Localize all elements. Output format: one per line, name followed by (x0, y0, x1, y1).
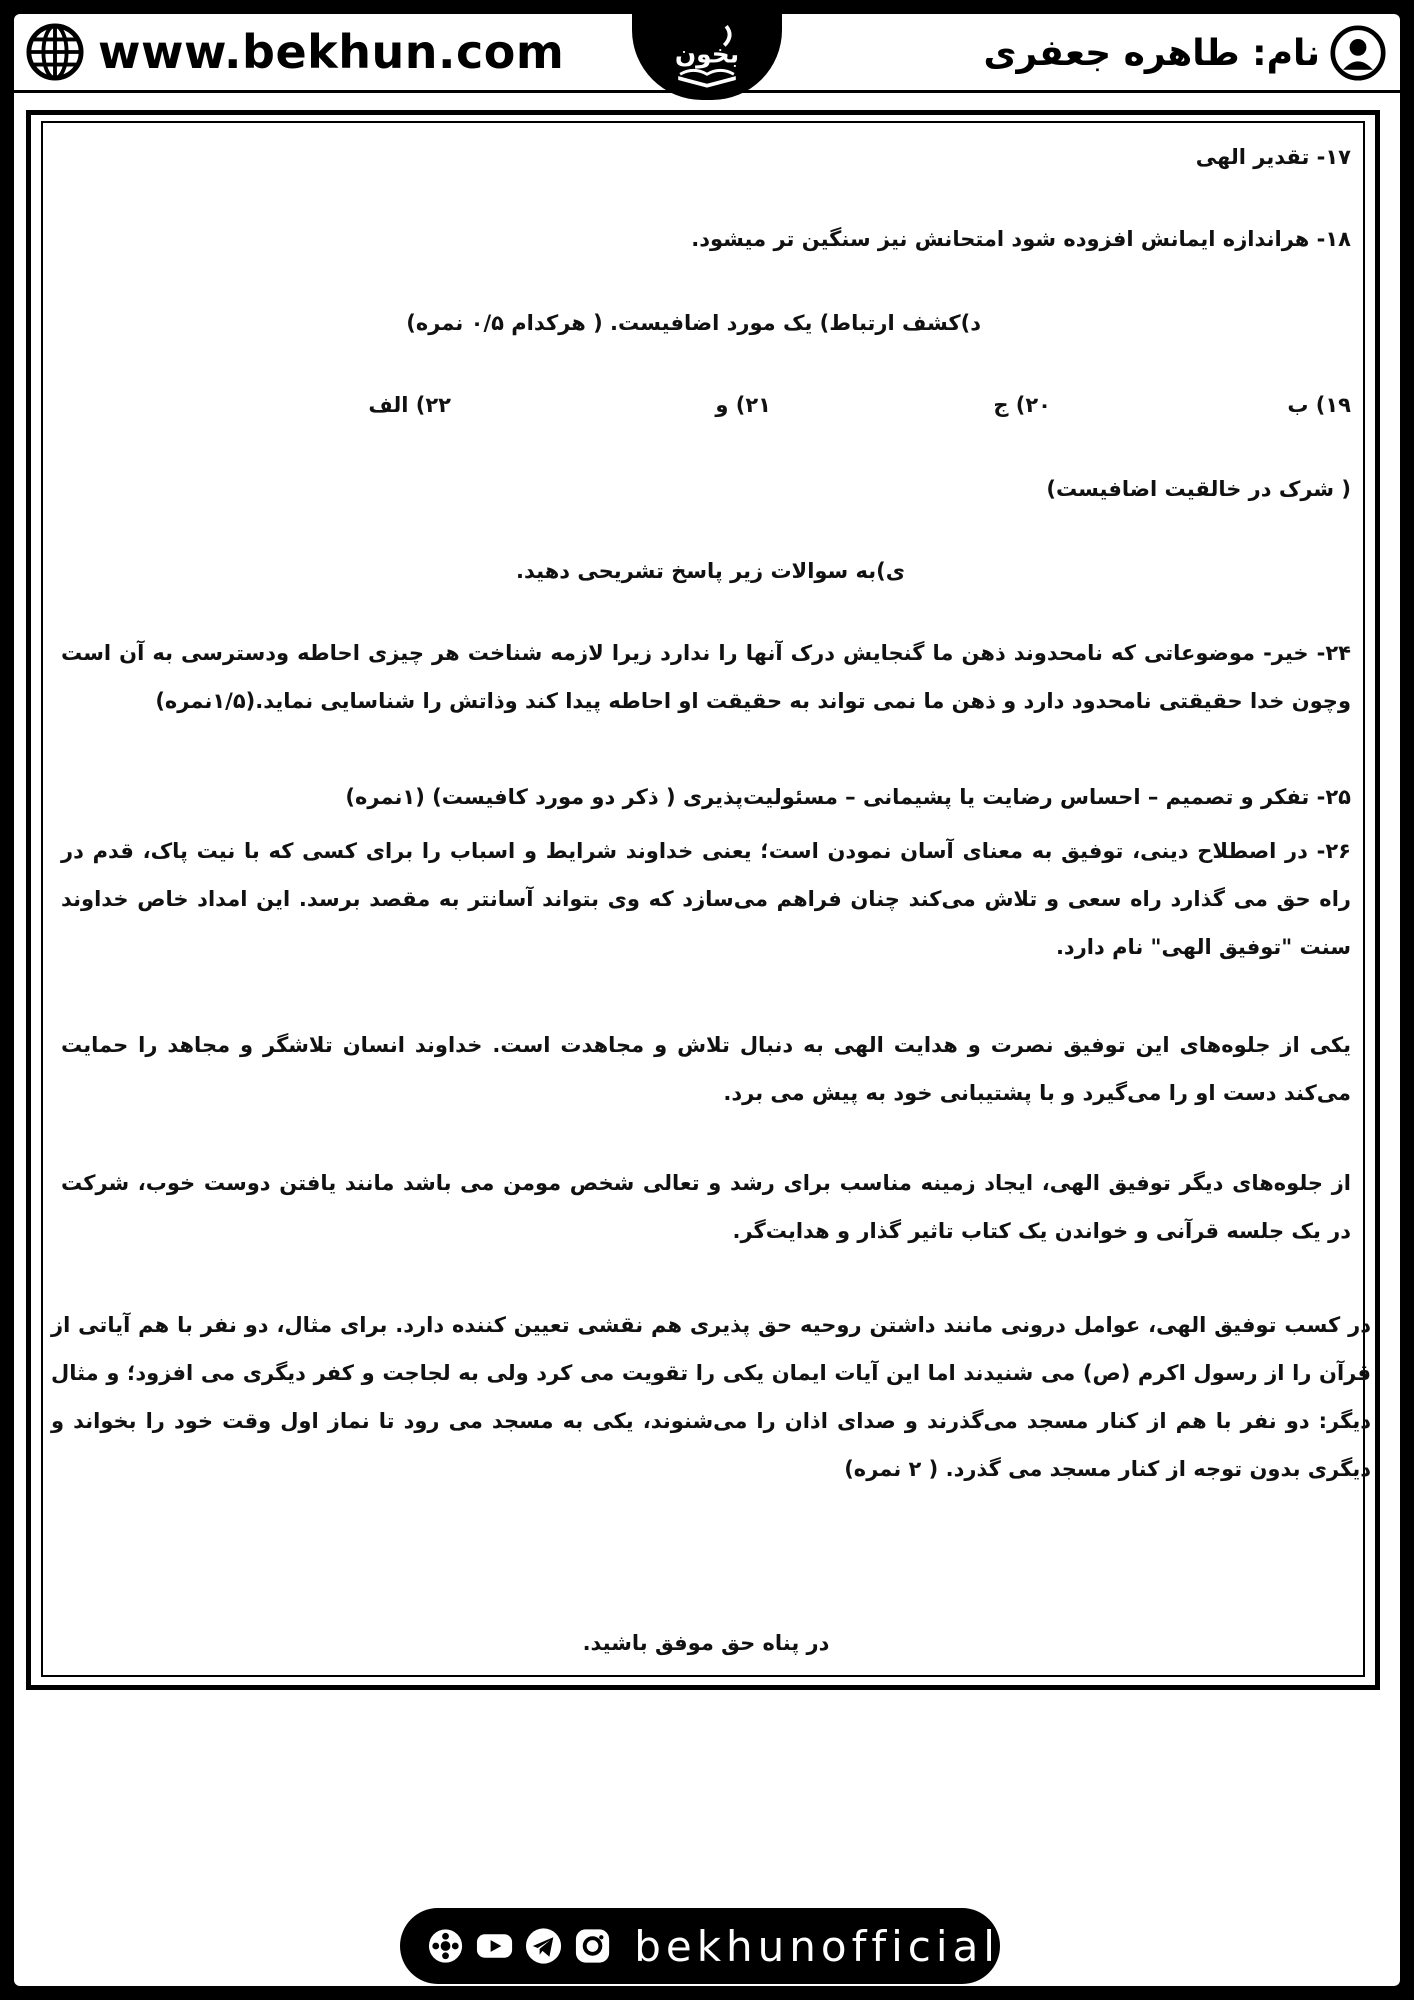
youtube-icon[interactable] (475, 1926, 514, 1966)
header-bar (14, 14, 1400, 93)
answer-21: ۲۱) و (715, 393, 771, 417)
instagram-icon[interactable] (573, 1926, 612, 1966)
globe-icon (26, 23, 84, 81)
answer-25: ۲۵- تفکر و تصمیم – احساس رضایت یا پشیمانی – مسئولیت‌پذیری ( ذکر دو مورد کافیست) (۱نمره) (345, 785, 1351, 809)
logo-badge (632, 10, 782, 100)
answer-24: ۲۴- خیر- موضوعاتی که نامحدوند ذهن ما گنجایش درک آنها را ندارد زیرا لازمه شناخت هر چیزی احاطه ودسترسی به آن است وچون خدا حقیقتی نامحدود دارد و ذهن ما نمی تواند به حقیقت او احاطه پیدا کند وذاتش را شناسایی نماید.(۱/۵نمره) (61, 641, 1351, 713)
answer-19: ۱۹) ب (1287, 393, 1351, 417)
bekhun-logo-icon (659, 16, 755, 94)
user-icon (1330, 25, 1386, 81)
student-name (984, 26, 1386, 80)
camera-reel-icon[interactable] (426, 1926, 465, 1966)
social-handle[interactable]: bekhunofficial (634, 1921, 1000, 1971)
telegram-icon[interactable] (524, 1926, 563, 1966)
answer-20: ۲۰) ج (993, 393, 1051, 417)
paragraph-nusrat: یکی از جلوه‌های این توفیق نصرت و هدایت الهی به دنبال تلاش و مجاهدت است. خداوند انسان تلاشگر و مجاهد را حمایت می‌کند دست او را می‌گیرد و با پشتیبانی خود به پیش می برد. (61, 1033, 1351, 1105)
page-sheet (14, 14, 1400, 1986)
student-name-label: نام: طاهره جعفری (983, 32, 1320, 74)
section-y-heading: ی)به سوالات زیر پاسخ تشریحی دهید. (516, 559, 905, 583)
answer-22: ۲۲) الف (368, 393, 451, 417)
paragraph-zamineh: از جلوه‌های دیگر توفیق الهی، ایجاد زمینه مناسب برای رشد و تعالی شخص مومن می باشد مانند یافتن دوست خوب، شرکت در یک جلسه قرآنی و خواندن یک کتاب تاثیر گذار و هدایت‌گر. (61, 1171, 1351, 1243)
section-d-heading: د)کشف ارتباط) یک مورد اضافیست. ( هرکدام ۰/۵ نمره) (406, 311, 981, 335)
social-footer (400, 1908, 1000, 1984)
answer-frame (26, 110, 1380, 1690)
paragraph-kasb: در کسب توفیق الهی، عوامل درونی مانند داشتن روحیه حق پذیری هم نقشی تعیین کننده دارد. برای مثال، دو نفر با هم آیاتی از قرآن را از رسول اکرم (ص) می شنیدند اما این آیات ایمان یکی را تقویت می کرد ولی به لجاجت و کفر دیگری می افزود؛ و مثال دیگر: دو نفر با هم از کنار مسجد می‌گذرند و صدای اذان را می‌شنوند، یکی به مسجد می رود تا نماز اول وقت خود را بخواند و دیگری بدون توجه از کنار مسجد می گذرد. ( ۲ نمره) (51, 1313, 1371, 1481)
answer-17: ۱۷- تقدیر الهی (1195, 145, 1351, 169)
website-link[interactable] (26, 24, 564, 80)
website-url[interactable]: www.bekhun.com (98, 25, 565, 79)
closing-line: در پناه حق موفق باشید. (582, 1631, 830, 1655)
answer-26: ۲۶- در اصطلاح دینی، توفیق به معنای آسان نمودن است؛ یعنی خداوند شرایط و اسباب را برای کسی که با نیت پاک، قدم در راه حق می گذارد راه سعی و تلاش می‌کند چنان فراهم می‌سازد که وی بتواند آسانتر به مقصد برسد. این امداد خاص خداوند سنت "توفیق الهی" نام دارد. (61, 839, 1351, 959)
answer-frame-inner (41, 121, 1371, 1677)
svg-text:بخون: بخون (674, 39, 740, 69)
extra-note: ( شرک در خالقیت اضافیست) (1046, 477, 1351, 501)
answer-18: ۱۸- هراندازه ایمانش افزوده شود امتحانش نیز سنگین تر میشود. (691, 227, 1351, 251)
